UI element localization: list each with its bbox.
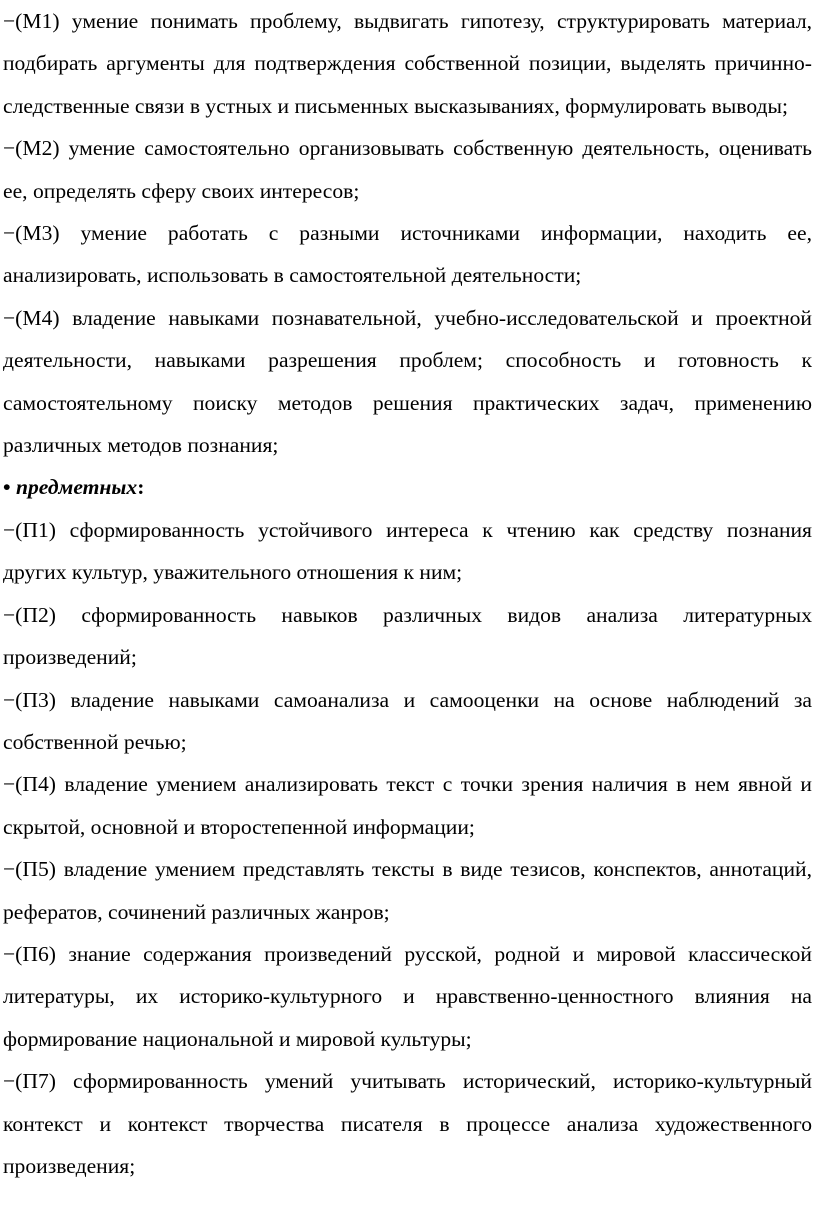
- list-item-p3: −(П3) владение навыками самоанализа и самооценки на основе наблюдений за собственной речью;: [3, 687, 812, 754]
- section-heading-label: предметных: [15, 475, 138, 500]
- section-heading-subject: [3, 466, 812, 508]
- list-item-p2: −(П2) сформированность навыков различных видов анализа литературных произведений;: [3, 602, 812, 670]
- list-item-p1: −(П1) сформированность устойчивого интереса к чтению как средству познания других культур, уважительного отношения к ним;: [3, 517, 812, 585]
- list-item-m4: −(М4) владение навыками познавательной, учебно-исследовательской и проектной деятельности, навыками разрешения проблем; способность и готовность к самостоятельному поиску методов решения практических задач, применению различных методов познания;: [3, 305, 812, 458]
- list-item-m1: −(М1) умение понимать проблему, выдвигать гипотезу, структурировать материал, подбирать аргументы для подтверждения собственной позиции, выделять причинно-следственные связи в устных и письменных высказываниях, формулировать выводы;: [3, 9, 812, 118]
- list-item-p4: −(П4) владение умением анализировать текст с точки зрения наличия в нем явной и скрытой, основной и второстепенной информации;: [3, 772, 812, 839]
- list-item-m2: −(М2) умение самостоятельно организовывать собственную деятельность, оценивать ее, определять сферу своих интересов;: [3, 136, 812, 203]
- list-item-p5: −(П5) владение умением представлять тексты в виде тезисов, конспектов, аннотаций, рефератов, сочинений различных жанров;: [3, 857, 812, 924]
- list-item-p6: −(П6) знание содержания произведений русской, родной и мировой классической литературы, их историко-культурного и нравственно-ценностного влияния на формирование национальной и мировой культуры;: [3, 941, 812, 1051]
- list-item-m3: −(М3) умение работать с разными источниками информации, находить ее, анализировать, использовать в самостоятельной деятельности;: [3, 221, 812, 288]
- bullet-icon: •: [3, 475, 11, 500]
- section-heading-colon: :: [137, 475, 145, 500]
- list-item-p7: −(П7) сформированность умений учитывать исторический, историко-культурный контекст и контекст творчества писателя в процессе анализа художественного произведения;: [3, 1069, 812, 1178]
